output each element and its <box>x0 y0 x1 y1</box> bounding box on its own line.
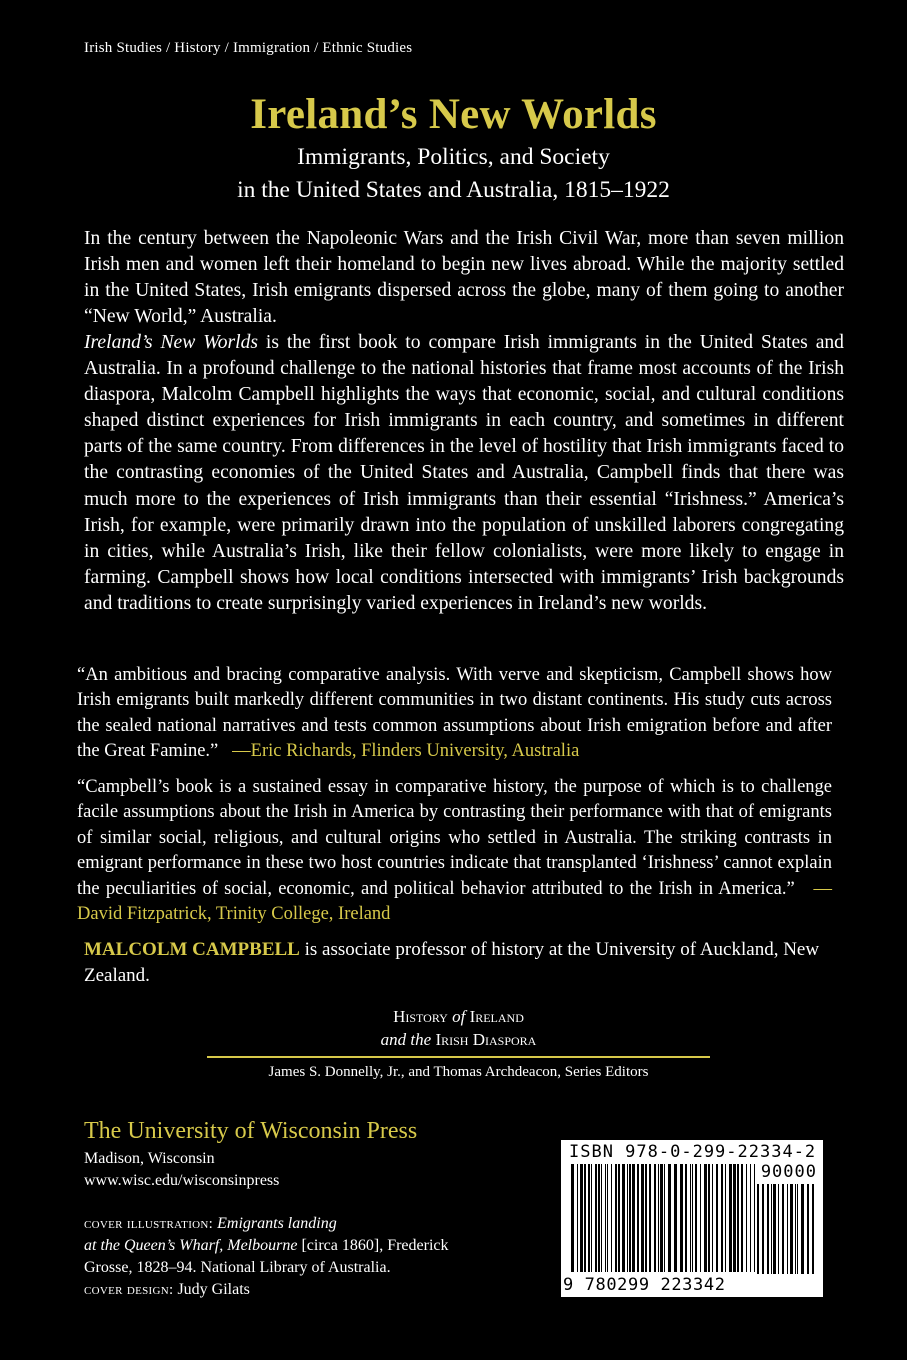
description-book-title: Ireland’s New Worlds <box>84 332 259 353</box>
barcode-bar <box>692 1164 693 1272</box>
book-subtitle-line-1: Immigrants, Politics, and Society <box>297 144 610 170</box>
barcode-bar <box>598 1164 600 1272</box>
series-word-ireland: Ireland <box>469 1007 524 1026</box>
cover-design-line <box>84 1279 484 1301</box>
blurb-quote-1 <box>77 663 832 765</box>
book-subtitle-line-2: in the United States and Australia, 1815–1922 <box>237 177 670 203</box>
barcode-bar <box>627 1164 628 1272</box>
addon-barcode-bars <box>757 1184 817 1274</box>
barcode-bar <box>641 1164 644 1272</box>
barcode-bar <box>632 1164 635 1272</box>
barcode-bar <box>622 1164 625 1272</box>
barcode-bar <box>767 1184 769 1274</box>
barcode-bar <box>584 1164 586 1272</box>
barcode-bar <box>807 1184 809 1274</box>
series-divider <box>207 1056 710 1058</box>
barcode-bar <box>712 1164 713 1272</box>
cover-credits <box>84 1213 484 1301</box>
cover-illustration-title-cont: at the Queen’s Wharf, Melbourne <box>84 1237 298 1254</box>
barcode-bar <box>674 1164 677 1272</box>
barcode-bar <box>741 1164 743 1272</box>
barcode-bar <box>605 1164 606 1272</box>
barcode-bar <box>754 1164 755 1272</box>
barcode-bar <box>649 1164 651 1272</box>
barcode-bar <box>725 1164 726 1272</box>
barcode-bar <box>645 1164 647 1272</box>
ean-barcode-bars <box>571 1164 755 1272</box>
barcode-bar <box>607 1164 608 1272</box>
book-title: Ireland’s New Worlds <box>250 91 657 138</box>
barcode-bar <box>750 1164 751 1272</box>
series-title-line-1 <box>207 1005 710 1028</box>
blurb-quote-text: “Campbell’s book is a sustained essay in comparative history, the purpose of which is to challenge facile assumptions about the Irish in America by contrasting their performance with that of emigrants of similar social, religious, and cultural origins who settled in Australia. The striking contrasts in emigrant performance in these two host countries indicate that transplanted ‘Irishness’ cannot explain the peculiarities of social, economic, and political behavior attributed to the Irish in America.” <box>77 777 832 899</box>
barcode-bar <box>668 1164 671 1272</box>
author-bio-text: is associate professor of history at the University of Auckland, New Zealand. <box>84 939 820 986</box>
cover-design-label: cover design: <box>84 1282 174 1298</box>
barcode-bar <box>618 1164 620 1272</box>
description-paragraph-2 <box>84 330 844 617</box>
blurb-attribution: —David Fitzpatrick, Trinity College, Ireland <box>77 878 832 925</box>
barcode-bar <box>591 1164 592 1272</box>
barcode-bar <box>782 1184 784 1274</box>
cover-illustration-line-2 <box>84 1235 484 1257</box>
barcode-bar <box>629 1164 631 1272</box>
cover-illustration-line-3: Grosse, 1828–94. National Library of Australia. <box>84 1259 391 1276</box>
barcode-bar <box>588 1164 590 1272</box>
barcode-bar <box>571 1164 574 1272</box>
barcode-bar <box>580 1164 583 1272</box>
isbn-number: ISBN 978-0-299-22334-2 <box>569 1142 817 1162</box>
barcode-bar <box>729 1164 732 1272</box>
publisher-info <box>84 1148 279 1192</box>
barcode-bar <box>762 1184 764 1274</box>
cover-designer: Judy Gilats <box>173 1281 250 1298</box>
barcode-bar <box>654 1164 656 1272</box>
blurb-attribution: —Eric Richards, Flinders University, Australia <box>232 741 580 762</box>
barcode-bar <box>664 1164 665 1272</box>
barcode-bar <box>595 1164 597 1272</box>
barcode-bar <box>680 1164 683 1272</box>
barcode-bar <box>773 1184 776 1274</box>
barcode-bar <box>757 1184 759 1274</box>
cover-illustration-title: Emigrants landing <box>217 1215 337 1232</box>
barcode-bar <box>721 1164 723 1272</box>
cover-illustration-details: [circa 1860], Frederick <box>297 1237 449 1254</box>
barcode-bar <box>615 1164 617 1272</box>
barcode-bar <box>660 1164 663 1272</box>
series-editors: James S. Donnelly, Jr., and Thomas Archdeacon, Series Editors <box>268 1064 649 1080</box>
barcode-bar <box>733 1164 736 1272</box>
barcode-bar <box>611 1164 612 1272</box>
author-bio <box>84 937 824 988</box>
barcode-bar <box>795 1184 796 1274</box>
author-name: MALCOLM CAMPBELL <box>84 939 300 960</box>
barcode-bar <box>700 1164 701 1272</box>
barcode-bar <box>708 1164 710 1272</box>
barcode-bar <box>690 1164 691 1272</box>
barcode-bar <box>685 1164 687 1272</box>
series-word-irish-diaspora: Irish Diaspora <box>435 1030 537 1049</box>
barcode-bar <box>716 1164 718 1272</box>
series-word-and-the: and the <box>380 1030 432 1049</box>
publisher-url: www.wisc.edu/wisconsinpress <box>84 1172 280 1189</box>
blurb-quote-text: “An ambitious and bracing comparative analysis. With verve and skepticism, Campbell shows how Irish emigrants built markedly different communities in two distant continents. His study cuts across the sealed national narratives and tests common assumptions about Irish emigration before and after the Great Famine.” <box>77 665 832 762</box>
cover-illustration-label: cover illustration: <box>84 1216 214 1232</box>
description-paragraph-1: In the century between the Napoleonic Wars and the Irish Civil War, more than seven million Irish men and women left their homeland to begin new lives abroad. While the majority settled in the United States, Irish emigrants dispersed across the globe, many of them going to another “New World,” Australia. <box>84 228 844 328</box>
barcode-bar <box>787 1184 788 1274</box>
blurb-quote-2 <box>77 775 832 927</box>
series-title-line-2 <box>207 1028 710 1051</box>
barcode-bar <box>695 1164 697 1272</box>
price-code: 90000 <box>760 1162 817 1182</box>
barcode-bar <box>577 1164 578 1272</box>
barcode-digits: 9 780299 223342 <box>563 1275 749 1295</box>
barcode-bar <box>737 1164 739 1272</box>
isbn-barcode <box>560 1139 824 1298</box>
barcode-bar <box>778 1184 779 1274</box>
barcode-bar <box>797 1184 798 1274</box>
series-word-history: History <box>393 1007 448 1026</box>
barcode-bar <box>812 1184 814 1274</box>
barcode-bar <box>601 1164 602 1272</box>
barcode-bar <box>637 1164 639 1272</box>
barcode-bar <box>801 1184 804 1274</box>
publisher-city: Madison, Wisconsin <box>84 1150 215 1167</box>
barcode-bar <box>704 1164 707 1272</box>
description-paragraph-2-text: is the first book to compare Irish immigrants in the United States and Australia. In a profound challenge to the national histories that frame most accounts of the Irish diaspora, Malcolm Campbell highlights the ways that economic, social, and cultural conditions shaped distinct experiences for Irish immigrants in each country, and sometimes in different parts of the same country. From differences in the level of hostility that Irish immigrants faced to the contrasting economies of the United States and Australia, Campbell finds that there was much more to the experiences of Irish immigrants than their essential “Irishness.” America’s Irish, for example, were primarily drawn into the population of unskilled laborers congregating in cities, while Australia’s Irish, like their fellow colonialists, were more likely to engage in farming. Campbell shows how local conditions intersected with immigrants’ Irish backgrounds and traditions to create surprisingly varied experiences in Ireland’s new worlds. <box>84 332 844 614</box>
barcode-bar <box>790 1184 793 1274</box>
barcode-bar <box>658 1164 659 1272</box>
barcode-bar <box>746 1164 747 1272</box>
subject-categories: Irish Studies / History / Immigration / Ethnic Studies <box>84 40 413 56</box>
series-word-of: of <box>452 1007 466 1026</box>
publisher-name: The University of Wisconsin Press <box>84 1118 418 1144</box>
barcode-bar <box>771 1184 772 1274</box>
cover-illustration-line-1 <box>84 1213 484 1235</box>
series-title <box>207 1005 710 1051</box>
